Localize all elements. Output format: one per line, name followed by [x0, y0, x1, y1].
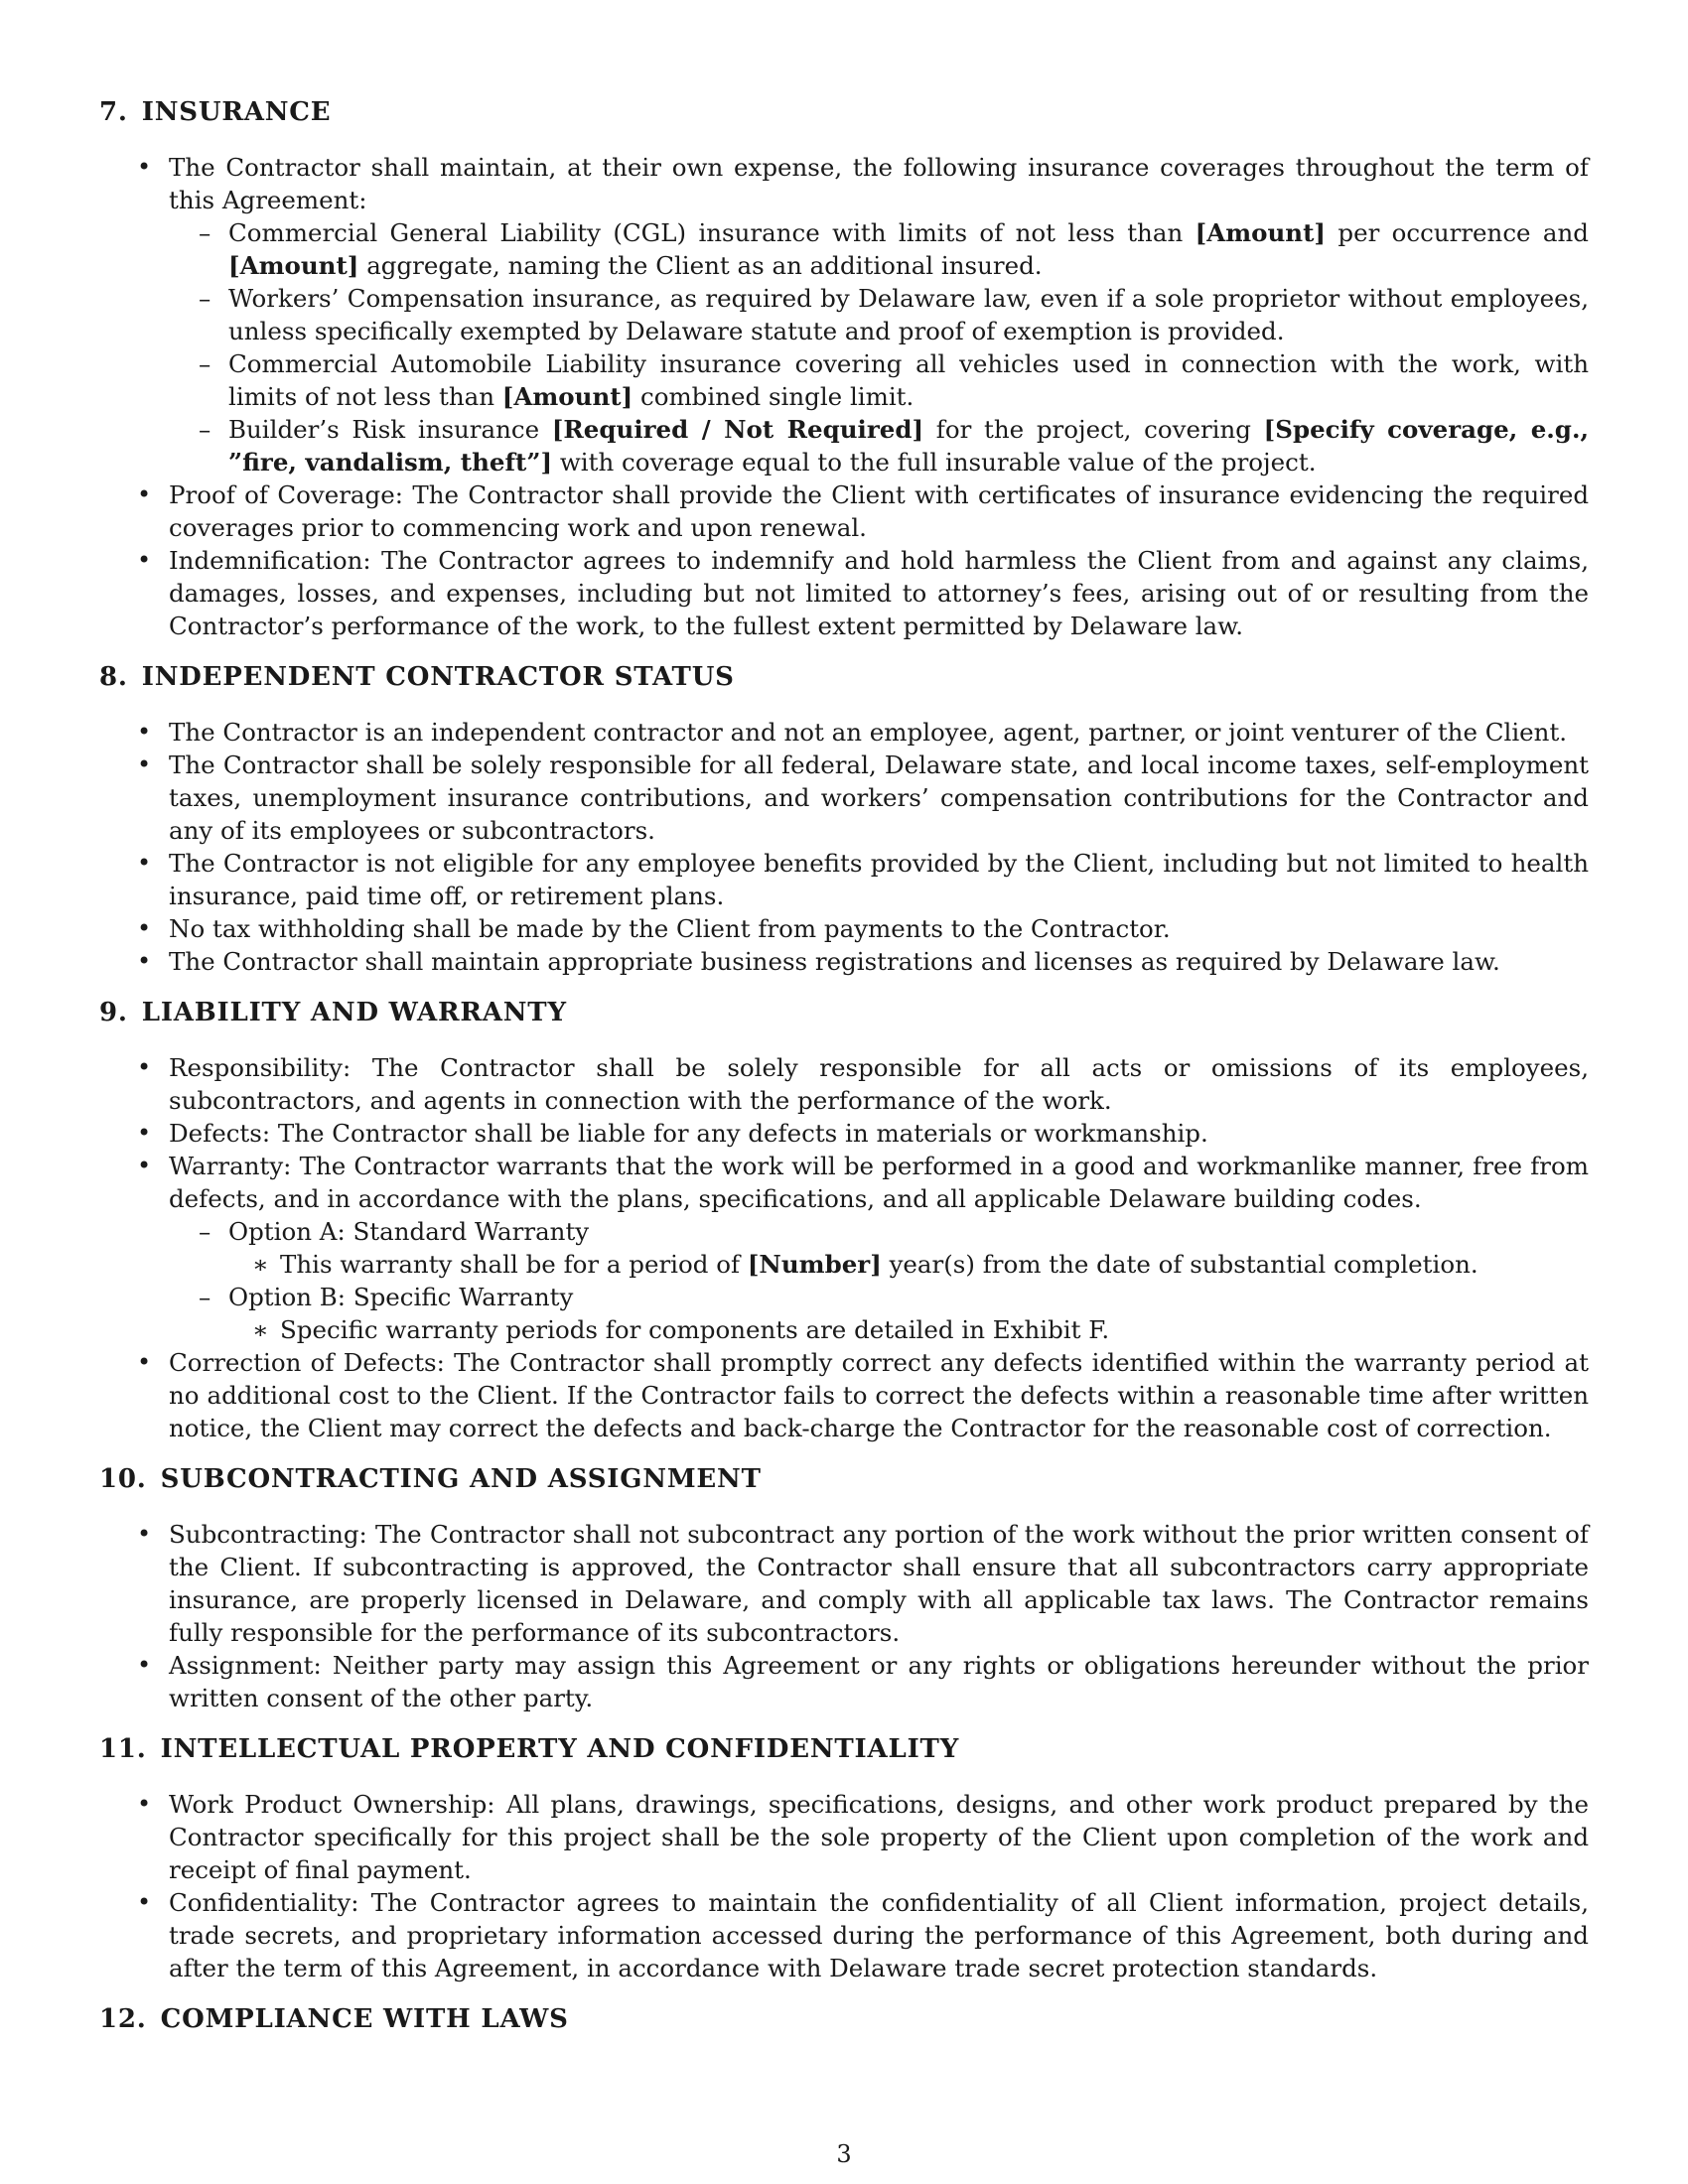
- section-9-title: LIABILITY AND WARRANTY: [141, 998, 567, 1027]
- warranty-options: [169, 1215, 1589, 1346]
- page-number: 3: [836, 2140, 852, 2168]
- section-10-list: [99, 1518, 1589, 1714]
- coverage-list: [169, 216, 1589, 478]
- list-item: • The Contractor is not eligible for any employee benefits provided by the Client, including but not limited to health insurance, paid time off, or retirement plans.: [99, 847, 1589, 912]
- coverage-builders-risk: – Builder’s Risk insurance [Required / Not Required] for the project, covering [Specify coverage, e.g., ”fire, vandalism, theft”] with coverage equal to the full insurable value of the project.: [169, 413, 1589, 478]
- option-b: – Option B: Specific Warranty ∗ Specific warranty periods for components are detailed in Exhibit F.: [169, 1281, 1589, 1346]
- list-item: • Responsibility: The Contractor shall be solely responsible for all acts or omissions of its employees, subcontractors, and agents in connection with the performance of the work.: [99, 1051, 1589, 1117]
- list-item: • Proof of Coverage: The Contractor shall provide the Client with certificates of insurance evidencing the required coverages prior to commencing work and upon renewal.: [99, 478, 1589, 544]
- section-9-heading: 9. LIABILITY AND WARRANTY: [99, 998, 567, 1027]
- list-item: • No tax withholding shall be made by the Client from payments to the Contractor.: [99, 912, 1589, 945]
- option-a: – Option A: Standard Warranty ∗ This warranty shall be for a period of [Number] year(s) from the date of substantial completion.: [169, 1215, 1589, 1281]
- section-12-heading: 12. COMPLIANCE WITH LAWS: [99, 2004, 569, 2034]
- list-item: • Correction of Defects: The Contractor shall promptly correct any defects identified within the warranty period at no additional cost to the Client. If the Contractor fails to correct the defects within a reasonable time after written notice, the Client may correct the defects and back-charge the Contractor for the reasonable cost of correction.: [99, 1346, 1589, 1444]
- option-b-detail: ∗ Specific warranty periods for components are detailed in Exhibit F.: [228, 1313, 1589, 1346]
- option-a-detail: ∗ This warranty shall be for a period of [Number] year(s) from the date of substantial completion.: [228, 1248, 1589, 1281]
- section-12-title: COMPLIANCE WITH LAWS: [160, 2004, 569, 2034]
- document-page: [99, 95, 1589, 2058]
- coverage-cgl: – Commercial General Liability (CGL) insurance with limits of not less than [Amount] per occurrence and [Amount] aggregate, naming the Client as an additional insured.: [169, 216, 1589, 282]
- section-7-list: [99, 151, 1589, 642]
- list-item: • Warranty: The Contractor warrants that the work will be performed in a good and workmanlike manner, free from defects, and in accordance with the plans, specifications, and all applicable Delaware building codes. – Option A: Standard Warranty ∗ This warranty shall be for a period of [Number] year(s) from the date of substantial completion. – Option B: Specific Warranty ∗ Specific warranty periods for components are detailed in Exhibit F.: [99, 1150, 1589, 1346]
- list-item: • Work Product Ownership: All plans, drawings, specifications, designs, and other work product prepared by the Contractor specifically for this project shall be the sole property of the Client upon completion of the work and receipt of final payment.: [99, 1788, 1589, 1886]
- amount-placeholder: [Amount]: [228, 251, 359, 280]
- section-7-heading: 7. INSURANCE: [99, 97, 332, 127]
- amount-placeholder: [Amount]: [1195, 218, 1327, 247]
- section-8-heading: 8. INDEPENDENT CONTRACTOR STATUS: [99, 662, 735, 692]
- list-item: • Assignment: Neither party may assign this Agreement or any rights or obligations hereunder without the prior written consent of the other party.: [99, 1649, 1589, 1714]
- list-item: • The Contractor shall maintain appropriate business registrations and licenses as required by Delaware law.: [99, 945, 1589, 978]
- coverage-workers: – Workers’ Compensation insurance, as required by Delaware law, even if a sole proprietor without employees, unless specifically exempted by Delaware statute and proof of exemption is provided.: [169, 282, 1589, 347]
- section-11-title: INTELLECTUAL PROPERTY AND CONFIDENTIALITY: [160, 1734, 960, 1764]
- coverage-auto: – Commercial Automobile Liability insurance covering all vehicles used in connection with the work, with limits of not less than [Amount] combined single limit.: [169, 347, 1589, 413]
- section-10-heading: 10. SUBCONTRACTING AND ASSIGNMENT: [99, 1464, 762, 1494]
- section-7-title: INSURANCE: [141, 97, 332, 127]
- required-placeholder: [Required / Not Required]: [551, 415, 924, 444]
- section-9-list: [99, 1051, 1589, 1444]
- list-item: • Defects: The Contractor shall be liable for any defects in materials or workmanship.: [99, 1117, 1589, 1150]
- list-item: • Indemnification: The Contractor agrees to indemnify and hold harmless the Client from and against any claims, damages, losses, and expenses, including but not limited to attorney’s fees, arising out of or resulting from the Contractor’s performance of the work, to the fullest extent permitted by Delaware law.: [99, 544, 1589, 642]
- coverage-placeholder: [Specify coverage, e.g., ”fire, vandalism, theft”]: [228, 415, 1590, 477]
- list-item: • Subcontracting: The Contractor shall not subcontract any portion of the work without the prior written consent of the Client. If subcontracting is approved, the Contractor shall ensure that all subcontractors carry appropriate insurance, are properly licensed in Delaware, and comply with all applicable tax laws. The Contractor remains fully responsible for the performance of its subcontractors.: [99, 1518, 1589, 1649]
- section-8-title: INDEPENDENT CONTRACTOR STATUS: [141, 662, 735, 692]
- section-11-heading: 11. INTELLECTUAL PROPERTY AND CONFIDENTIALITY: [99, 1734, 960, 1764]
- section-8-list: [99, 716, 1589, 978]
- list-item: • The Contractor is an independent contractor and not an employee, agent, partner, or joint venturer of the Client.: [99, 716, 1589, 749]
- list-item: • Confidentiality: The Contractor agrees to maintain the confidentiality of all Client information, project details, trade secrets, and proprietary information accessed during the performance of this Agreement, both during and after the term of this Agreement, in accordance with Delaware trade secret protection standards.: [99, 1886, 1589, 1984]
- number-placeholder: [Number]: [747, 1250, 882, 1279]
- list-item: • The Contractor shall maintain, at their own expense, the following insurance coverages throughout the term of this Agreement: – Commercial General Liability (CGL) insurance with limits of not less than [Amount] per occurrence and [Amount] aggregate, naming the Client as an additional insured. – Workers’ Compensation insurance, as required by Delaware law, even if a sole proprietor without employees, unless specifically exempted by Delaware statute and proof of exemption is provided. – Commercial Automobile Liability insurance covering all vehicles used in connection with the work, with limits of not less than [Amount] combined single limit. – Builder’s Risk insurance [Required / Not Required] for the project, covering [Specify coverage, e.g., ”fire, vandalism, theft”] with coverage equal to the full insurable value of the project.: [99, 151, 1589, 478]
- list-item: • The Contractor shall be solely responsible for all federal, Delaware state, and local income taxes, self-employment taxes, unemployment insurance contributions, and workers’ compensation contributions for the Contractor and any of its employees or subcontractors.: [99, 749, 1589, 847]
- section-10-title: SUBCONTRACTING AND ASSIGNMENT: [160, 1464, 762, 1494]
- section-11-list: [99, 1788, 1589, 1984]
- amount-placeholder: [Amount]: [501, 382, 633, 411]
